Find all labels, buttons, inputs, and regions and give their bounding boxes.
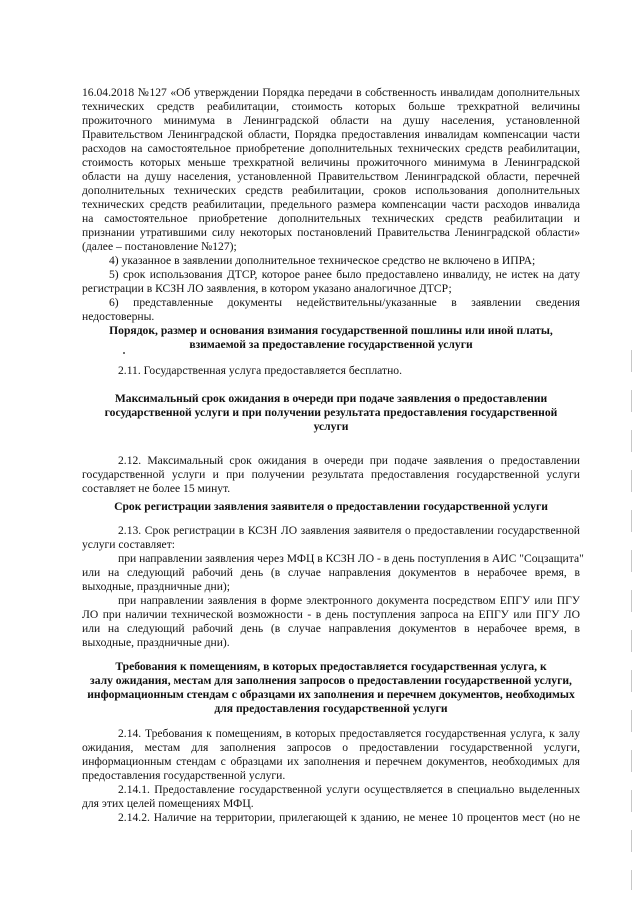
intro-continuation — [82, 86, 580, 324]
text-line: при направлении заявления в форме электронного документа посредством ЕПГУ или ПГУ — [118, 594, 580, 607]
text-line: на самостоятельное приобретение дополнительных технических средств реабилитации и — [82, 212, 580, 225]
heading-line: информационным стендам с образцами их заполнения и перечнем документов, необходимых — [87, 688, 575, 701]
list-item-5: 5) срок использования ДТСР, которое ранее было предоставлено инвалиду, не истек на дату — [109, 268, 580, 281]
section-heading-queue-time — [82, 392, 580, 434]
stray-mark — [123, 352, 125, 354]
text-line: для этих целей помещениях МФЦ. — [82, 797, 254, 810]
text-line: технических средств реабилитации, предельного размера компенсации части расходов инвалида — [82, 198, 580, 211]
heading-line: услуги — [313, 420, 349, 433]
text-line: государственной услуги и при получении результата предоставления государственной услуги — [82, 468, 580, 481]
text-line: регистрации в КСЗН ЛО заявления, в котором указано аналогичное ДТСР; — [82, 282, 452, 295]
heading-line: Требования к помещениям, в которых предоставляется государственная услуга, к — [115, 660, 547, 673]
text-line: выходные, праздничные дни); — [82, 580, 231, 593]
heading-line: государственной услуги и при получении результата предоставления государственной — [104, 406, 558, 419]
text-line: ЛО при наличии технической возможности - в день поступления запроса на ЕПГУ или ПГУ ЛО — [82, 608, 580, 621]
heading-line: Срок регистрации заявления заявителя о предоставлении государственной услуги — [114, 500, 548, 513]
text-line: или на следующий рабочий день (в случае направления документов в нерабочее время, в — [82, 566, 580, 579]
heading-line: для предоставления государственной услуги — [214, 702, 448, 715]
text-line: технических средств реабилитации, стоимость которых больше трехкратной величины — [82, 100, 580, 113]
text-line: составляет не более 15 минут. — [82, 482, 231, 495]
text-line: 2.14.1. Предоставление государственной услуги осуществляется в специально выделенных — [118, 783, 580, 796]
text-line: недостоверны. — [82, 310, 155, 323]
text-line: 16.04.2018 №127 «Об утверждении Порядка передачи в собственность инвалидам дополнительных — [82, 86, 580, 99]
text-line: при направлении заявления через МФЦ в КСЗН ЛО - в день поступления в АИС "Соцзащита" — [118, 552, 584, 565]
text-line: ожидания, местам для заполнения запросов о предоставлении государственной услуги, — [82, 741, 580, 754]
text-line: 2.11. Государственная услуга предоставляется бесплатно. — [118, 364, 402, 377]
list-item-6: 6) представленные документы недействительны/указанные в заявлении сведения — [109, 296, 580, 309]
text-line: области на душу населения, установленной Правительством Ленинградской области, перечней — [82, 170, 580, 183]
text-line: прожиточного минимума в Ленинградской области на душу населения, установленной — [82, 114, 580, 127]
heading-line: залу ожидания, местам для заполнения запросов о предоставлении государственной услуги, — [90, 674, 572, 687]
paragraph-2-14 — [82, 727, 580, 825]
text-line: выходные, праздничные дни). — [82, 636, 230, 649]
heading-line: взимаемой за предоставление государственной услуги — [189, 338, 473, 351]
text-line: 2.14.2. Наличие на территории, прилегающей к зданию, не менее 10 процентов мест (но не — [118, 811, 580, 824]
text-line: 2.12. Максимальный срок ожидания в очереди при подаче заявления о предоставлении — [118, 454, 580, 467]
section-heading-premises — [82, 660, 580, 716]
text-line: признании утратившими силу некоторых постановлений Правительства Ленинградской области» — [82, 226, 580, 239]
text-line: предоставления государственной услуги. — [82, 769, 286, 782]
text-line: 2.14. Требования к помещениям, в которых предоставляется государственная услуга, к залу — [118, 727, 580, 740]
section-heading-registration — [82, 500, 580, 514]
paragraph-2-12 — [82, 454, 580, 496]
heading-line: Порядок, размер и основания взимания государственной пошлины или иной платы, — [109, 324, 553, 337]
scan-margin-line — [631, 350, 632, 890]
paragraph-2-13 — [82, 524, 584, 650]
text-line: (далее – постановление №127); — [82, 240, 237, 253]
text-line: или на следующий рабочий день (в случае направления документов в нерабочее время, в — [82, 622, 580, 635]
text-line: Правительством Ленинградской области, Порядка предоставления инвалидам компенсации части — [82, 128, 580, 141]
text-line: услуги составляет: — [82, 538, 175, 551]
paragraph-2-11 — [82, 364, 580, 378]
text-line: стоимость которых меньше трехкратной величины прожиточного минимума в Ленинградской — [82, 156, 580, 169]
text-line: расходов на самостоятельное приобретение дополнительных технических средств реабилитации, — [82, 142, 580, 155]
section-heading-fee — [82, 324, 580, 352]
list-item-4: 4) указанное в заявлении дополнительное техническое средство не включено в ИПРА; — [109, 254, 536, 267]
text-line: 2.13. Срок регистрации в КСЗН ЛО заявления заявителя о предоставлении государственной — [118, 524, 580, 537]
heading-line: Максимальный срок ожидания в очереди при подаче заявления о предоставлении — [114, 392, 548, 405]
text-line: информационным стендам с образцами их заполнения и перечнем документов, необходимых для — [82, 755, 580, 768]
text-line: дополнительных технических средств реабилитации, сроков использования дополнительных — [82, 184, 580, 197]
